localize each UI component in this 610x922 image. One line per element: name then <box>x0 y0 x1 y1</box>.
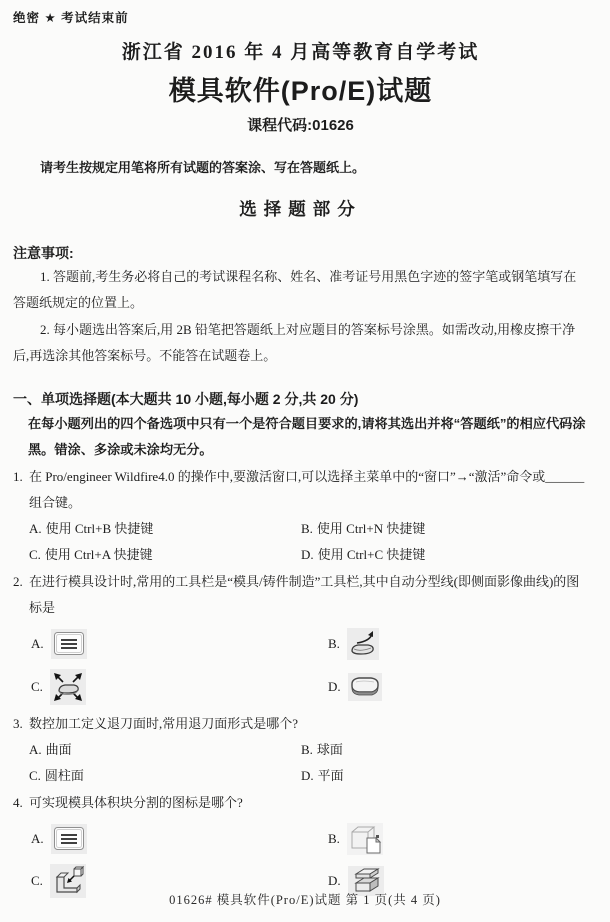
question-1-text: 在 Pro/engineer Wildfire4.0 的操作中,要激活窗口,可以选择主菜单中的“窗口”→“激活”命令或______组合键。 <box>29 469 585 510</box>
question-1 <box>13 464 588 516</box>
option-2d: D. <box>328 669 588 705</box>
option-3c: C. 圆柱面 <box>29 768 84 783</box>
paper-title: 模具软件(Pro/E)试题 <box>168 76 433 106</box>
option-2a: A. <box>31 628 328 660</box>
option-4a: A. <box>31 823 328 855</box>
workpiece-icon <box>348 673 382 701</box>
question-4-text: 可实现模具体积块分割的图标是哪个? <box>29 795 243 810</box>
question-4 <box>13 790 588 816</box>
option-4c: C. <box>31 864 328 898</box>
option-2b: B. <box>328 628 588 660</box>
question-1-options <box>13 516 588 568</box>
section-part-title: 选择题部分 <box>239 199 362 219</box>
option-3a: A. 曲面 <box>29 742 72 757</box>
question-3-options <box>13 737 588 789</box>
option-4b: B. <box>328 823 588 855</box>
mold-volume-page-icon <box>347 823 383 855</box>
question-3 <box>13 711 588 737</box>
page-footer: 01626# 模具软件(Pro/E)试题 第 1 页(共 4 页) <box>169 893 441 907</box>
question-2-options <box>13 628 588 705</box>
course-code: 课程代码:01626 <box>247 117 354 134</box>
menu-list-button-icon <box>51 629 87 659</box>
question-4-options <box>13 823 588 898</box>
option-1d: D. 使用 Ctrl+C 快捷键 <box>301 547 426 562</box>
question-3-number: 3. <box>13 716 23 731</box>
secrecy-label: 绝密 ★ 考试结束前 <box>13 11 129 25</box>
option-1c: C. 使用 Ctrl+A 快捷键 <box>29 547 153 562</box>
option-2c: C. <box>31 669 328 705</box>
note-item-2: 2. 每小题选出答案后,用 2B 铅笔把答题纸上对应题目的答案标号涂黑。如需改动,用橡皮擦干净后,再选涂其他答案标号。不能答在试题卷上。 <box>13 322 576 363</box>
question-2-number: 2. <box>13 574 23 589</box>
option-1b: B. 使用 Ctrl+N 快捷键 <box>301 521 426 536</box>
note-item-1: 1. 答题前,考生务必将自己的考试课程名称、姓名、准考证号用黑色字迹的签字笔或钢笔填写在答题纸规定的位置上。 <box>13 269 577 310</box>
option-1a: A. 使用 Ctrl+B 快捷键 <box>29 521 154 536</box>
question-1-number: 1. <box>13 469 23 484</box>
option-3b: B. 球面 <box>301 742 343 757</box>
notes-heading: 注意事项: <box>13 245 74 261</box>
silhouette-curve-icon <box>347 628 379 660</box>
answer-sheet-instruction: 请考生按规定用笔将所有试题的答案涂、写在答题纸上。 <box>40 160 366 175</box>
option-3d: D. 平面 <box>301 768 344 783</box>
question-2 <box>13 569 588 621</box>
section-1-intro: 在每小题列出的四个备选项中只有一个是符合题目要求的,请将其选出并将“答题纸”的相应代码涂黑。错涂、多涂或未涂均无分。 <box>28 416 586 457</box>
menu-list-button-icon <box>51 824 87 854</box>
question-2-text: 在进行模具设计时,常用的工具栏是“模具/铸件制造”工具栏,其中自动分型线(即侧面影像曲线)的图标是 <box>29 574 580 615</box>
question-3-text: 数控加工定义退刀面时,常用退刀面形式是哪个? <box>29 716 299 731</box>
option-4d: D. <box>328 864 588 898</box>
shrinkage-icon <box>50 669 86 705</box>
question-4-number: 4. <box>13 795 23 810</box>
exam-title: 浙江省 2016 年 4 月高等教育自学考试 <box>121 42 480 63</box>
section-1-heading: 一、单项选择题(本大题共 10 小题,每小题 2 分,共 20 分) <box>13 391 359 407</box>
